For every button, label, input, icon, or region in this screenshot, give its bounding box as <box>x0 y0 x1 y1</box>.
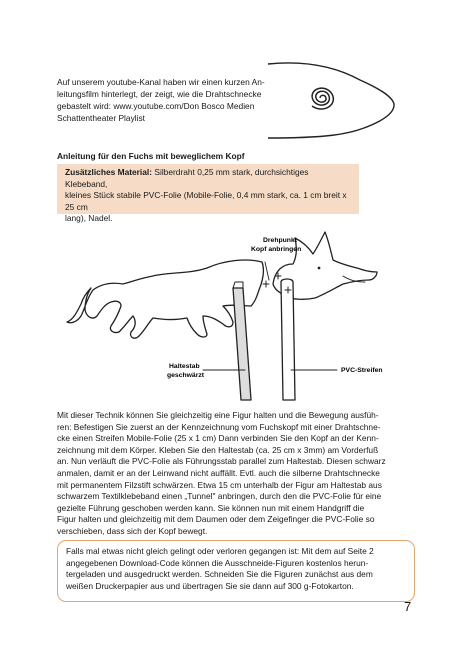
holding-stick <box>233 288 251 400</box>
note-line: angegebenen Download-Code können die Ausschneide-Figuren kostenlos herun- <box>66 557 369 568</box>
cardboard-edge <box>268 63 394 138</box>
note-line: weißen Druckerpapier aus und übertragen Sie sie dann auf 300 g-Fotokarton. <box>66 580 354 591</box>
note-line: tergeladen und ausgedruckt werden. Schneiden Sie die Figuren zunächst aus dem <box>66 569 373 580</box>
callout-pivot-line2: Kopf anbringen <box>251 246 302 253</box>
callout-stick-line2: geschwärzt <box>167 372 205 379</box>
page-number: 7 <box>404 599 412 614</box>
wire-spiral-illustration <box>268 58 408 140</box>
material-label: Zusätzliches Material: <box>65 167 153 177</box>
intro-line: Auf unserem youtube-Kanal haben wir einen kurzen An- <box>57 77 265 87</box>
instruction-paragraph <box>57 410 415 538</box>
callout-stick-line1: Haltestab <box>169 363 200 370</box>
section-heading: Anleitung für den Fuchs mit beweglichem Kopf <box>57 151 245 161</box>
body-line: an. Nun verläuft die PVC-Folie als Führungsstab parallel zum Haltestab. Diesen schwarz <box>57 456 386 467</box>
fox-eye <box>318 267 321 270</box>
holding-stick-top <box>233 282 243 288</box>
body-line: schwarzem Textilklebeband einen „Tunnel" anbringen, durch den die PVC-Folie für eine <box>57 491 382 502</box>
body-line: Mit dieser Technik können Sie gleichzeitig eine Figur halten und die Bewegung ausfüh- <box>57 410 379 420</box>
fox-mouth-line <box>343 276 365 282</box>
body-line: mit permanentem Filzstift schwärzen. Etwa 15 cm unterhalb der Figur am Haltestab aus <box>57 479 382 490</box>
callout-strip: PVC-Streifen <box>341 367 383 374</box>
note-line: Falls mal etwas nicht gleich gelingt oder verloren gegangen ist: Mit dem auf Seite 2 <box>66 546 374 556</box>
intro-line: leitungsfilm hinterlegt, der zeigt, wie die Drahtschnecke <box>57 89 262 99</box>
pvc-strip <box>281 279 295 400</box>
body-line: cke einen Streifen Mobile-Folie (25 x 1 cm) Dann verbinden Sie den Kopf an der Kenn- <box>57 433 379 444</box>
body-line: Figur halten und gleichzeitig mit dem Daumen oder dem Zeigefinger die PVC-Folie so <box>57 514 375 525</box>
body-line: ren: Befestigen Sie zuerst an der Kennzeichnung vom Fuchskopf mit einer Drahtschne- <box>57 421 381 432</box>
intro-line: gebastelt wird: www.youtube.com/Don Bosco Medien <box>57 101 255 111</box>
download-note-box <box>57 540 415 602</box>
fox-illustration <box>57 224 415 402</box>
material-line-1 <box>65 167 351 190</box>
callout-pivot-line1: Drehpunkt <box>263 237 297 244</box>
body-line: verschieben, dass sich der Kopf bewegt. <box>57 525 208 536</box>
body-line: gezielte Führung geschoben werden kann. Sie können nun mit einem Handgriff die <box>57 502 365 513</box>
pivot-mark-body <box>263 281 269 287</box>
material-line-2: kleines Stück stabile PVC-Folie (Mobile-Folie, 0,4 mm stark, ca. 1 cm breit x 25 cm <box>65 190 347 212</box>
intro-line: Schattentheater Playlist <box>57 113 145 123</box>
spiral-coil <box>312 88 333 109</box>
body-line: zeichnung mit dem Körper. Kleben Sie den Haltestab (ca. 25 cm x 3mm) am Vorderfuß <box>57 444 379 455</box>
material-text: Silberdraht 0,25 mm stark, durchsichtiges Klebeband, <box>65 167 309 189</box>
material-box <box>57 164 359 223</box>
body-line: anmalen, damit er an der Leinwand nicht auffällt. Evtl. auch die silberne Drahtschnecke <box>57 467 380 478</box>
callout-line-pivot <box>265 262 269 280</box>
intro-paragraph <box>57 76 287 124</box>
material-line-3: lang), Nadel. <box>65 213 113 223</box>
